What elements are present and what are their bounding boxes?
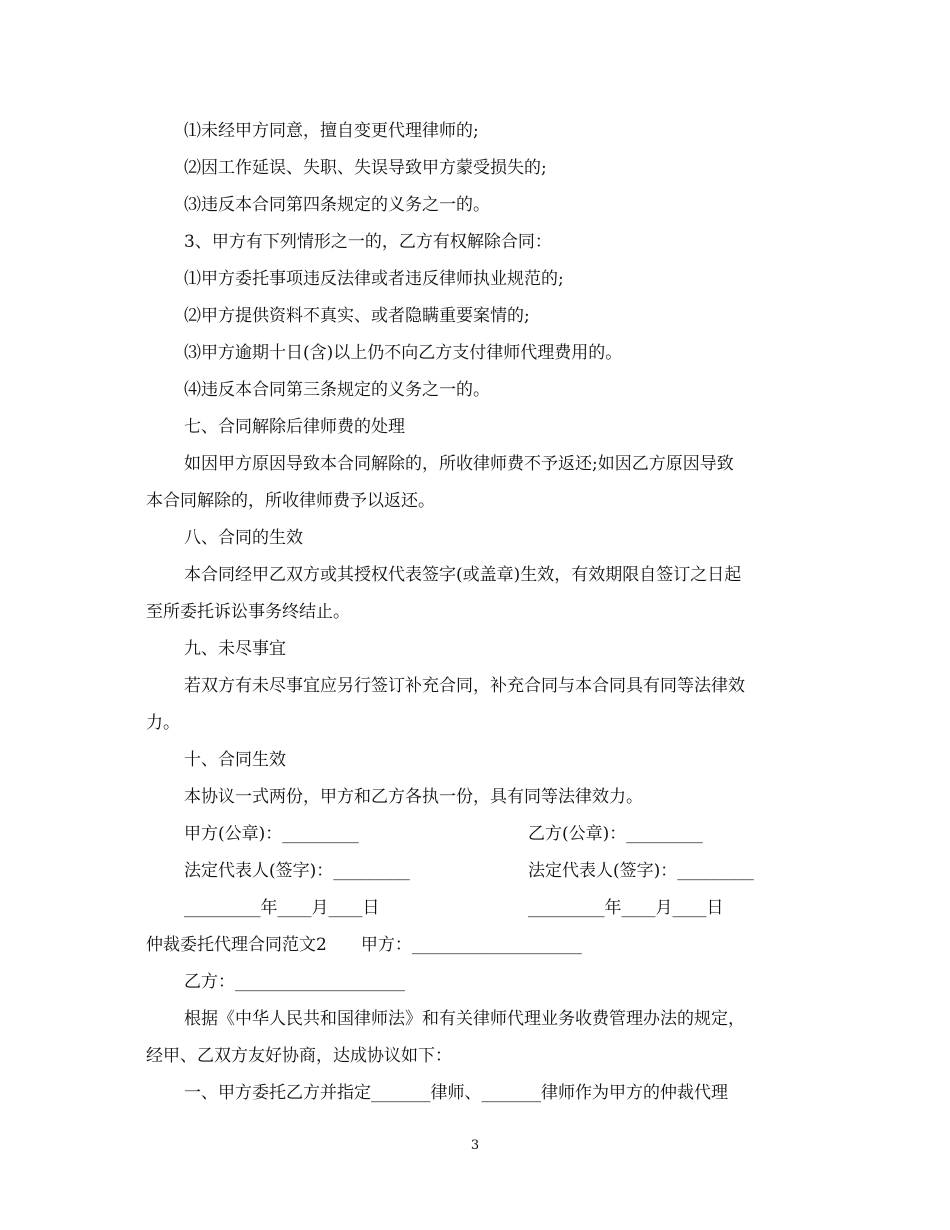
doc-line: 如因甲方原因导致本合同解除的，所收律师费不予返还;如因乙方原因导致 [184,454,734,474]
doc-line: ⑵甲方提供资料不真实、或者隐瞒重要案情的; [184,306,530,326]
section2-intro: 根据《中华人民共和国律师法》和有关律师代理业务收费管理办法的规定， [184,1009,745,1029]
doc-line: ⑴甲方委托事项违反法律或者违反律师执业规范的; [184,269,564,289]
party-b-representative: 法定代表人(签字)：_________ [528,861,754,881]
section2-intro: 经甲、乙双方友好协商，达成协议如下： [146,1046,452,1066]
doc-line: ⑶甲方逾期十日(含)以上仍不向乙方支付律师代理费用的。 [184,343,623,363]
party-b-seal: 乙方(公章)：_________ [528,824,703,844]
section-heading: 十、合同生效 [184,750,286,770]
doc-line: 至所委托诉讼事务终结止。 [146,602,350,622]
party-a-seal: 甲方(公章)：_________ [184,824,359,844]
doc-line: ⑶违反本合同第四条规定的义务之一的。 [184,195,490,215]
section2-party-b: 乙方：____________________ [184,972,405,992]
section2-clause: 一、甲方委托乙方并指定_______律师、_______律师作为甲方的仲裁代理 [184,1083,728,1103]
doc-line: 本合同经甲乙双方或其授权代表签字(或盖章)生效，有效期限自签订之日起 [184,565,742,585]
doc-line: ⑵因工作延误、失职、失误导致甲方蒙受损失的; [184,158,547,178]
section-heading: 九、未尽事宜 [184,639,286,659]
doc-line: 若双方有未尽事宜应另行签订补充合同，补充合同与本合同具有同等法律效 [184,676,745,696]
party-a-date: _________年____月____日 [184,898,380,918]
section2-title: 仲裁委托代理合同范文2 甲方：____________________ [146,935,582,955]
doc-line: 力。 [146,713,180,733]
section-heading: 八、合同的生效 [184,528,303,548]
party-a-representative: 法定代表人(签字)：_________ [184,861,410,881]
doc-line: 3、甲方有下列情形之一的，乙方有权解除合同： [184,232,552,252]
doc-line: ⑴未经甲方同意，擅自变更代理律师的; [184,121,479,141]
page-number: 3 [470,1138,480,1153]
doc-line: 本协议一式两份，甲方和乙方各执一份，具有同等法律效力。 [184,787,643,807]
doc-line: ⑷违反本合同第三条规定的义务之一的。 [184,380,490,400]
section-heading: 七、合同解除后律师费的处理 [184,417,405,437]
party-b-date: _________年____月____日 [528,898,724,918]
doc-line: 本合同解除的，所收律师费予以返还。 [146,491,435,511]
